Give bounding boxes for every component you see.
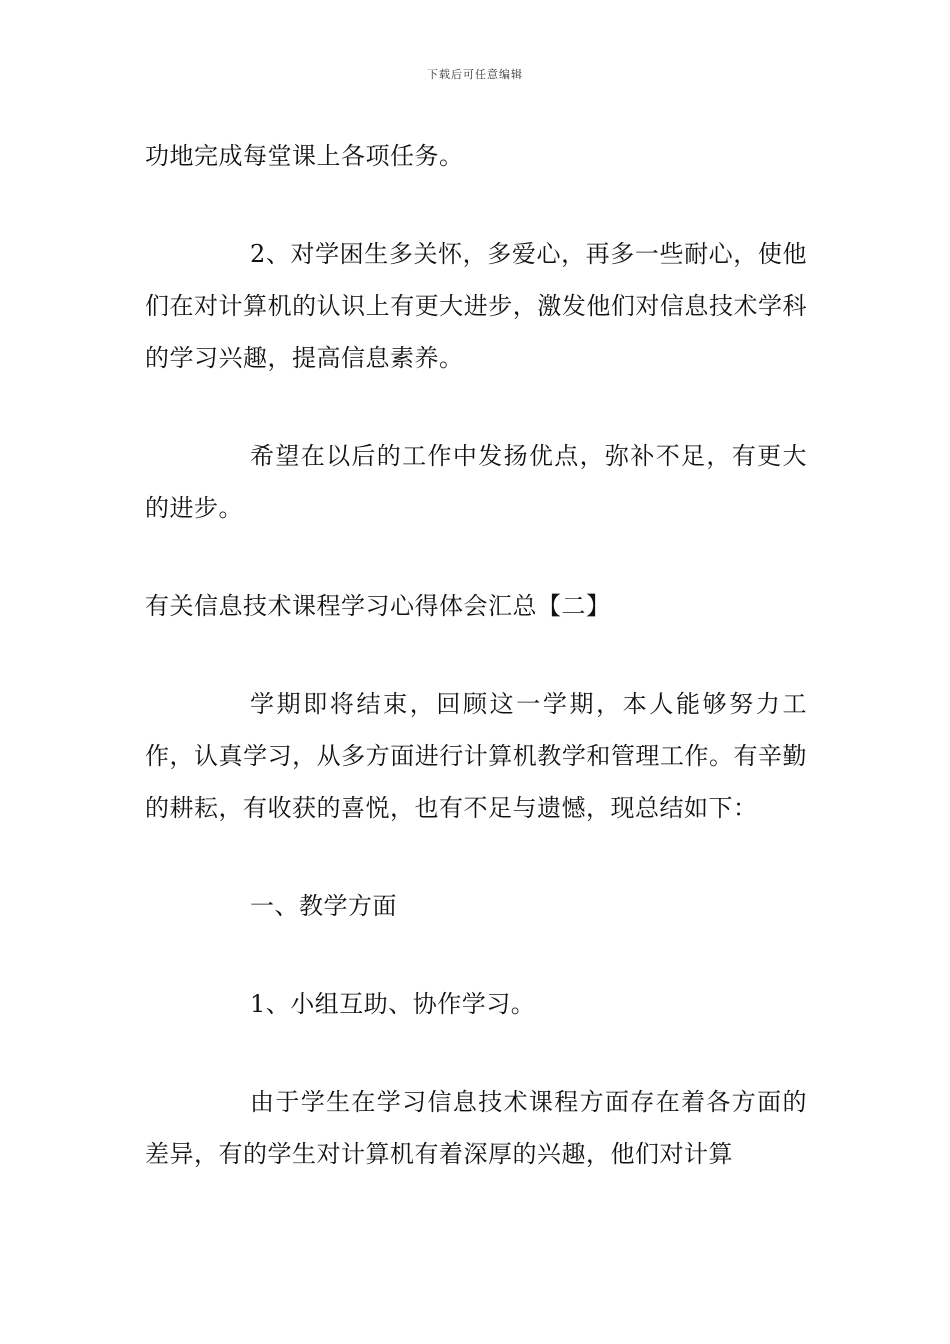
document-body — [145, 130, 807, 1180]
page-header-note: 下载后可任意编辑 — [427, 68, 523, 81]
paragraph-gap — [145, 1030, 807, 1076]
section-heading-teaching: 一、教学方面 — [250, 892, 397, 920]
paragraph-differences: 由于学生在学习信息技术课程方面存在着各方面的差异，有的学生对计算机有着深厚的兴趣，他们对计算 — [145, 1088, 807, 1168]
paragraph-gap — [145, 632, 807, 678]
paragraph-gap — [145, 182, 807, 228]
paragraph-continuation: 功地完成每堂课上各项任务。 — [145, 142, 464, 170]
paragraph-gap — [145, 932, 807, 978]
paragraph-gap — [145, 534, 807, 580]
paragraph-intro: 学期即将结束，回顾这一学期，本人能够努力工作，认真学习，从多方面进行计算机教学和管理工作。有辛勤的耕耘，有收获的喜悦，也有不足与遗憾，现总结如下： — [145, 690, 807, 822]
subheading-group-learning: 1、小组互助、协作学习。 — [250, 990, 536, 1018]
paragraph-hope: 希望在以后的工作中发扬优点，弥补不足，有更大的进步。 — [145, 442, 807, 522]
paragraph-gap — [145, 384, 807, 430]
section-title: 有关信息技术课程学习心得体会汇总【二】 — [145, 592, 611, 620]
paragraph-gap — [145, 834, 807, 880]
paragraph-item-2: 2、对学困生多关怀，多爱心，再多一些耐心，使他们在对计算机的认识上有更大进步，激发他们对信息技术学科的学习兴趣，提高信息素养。 — [145, 240, 807, 372]
